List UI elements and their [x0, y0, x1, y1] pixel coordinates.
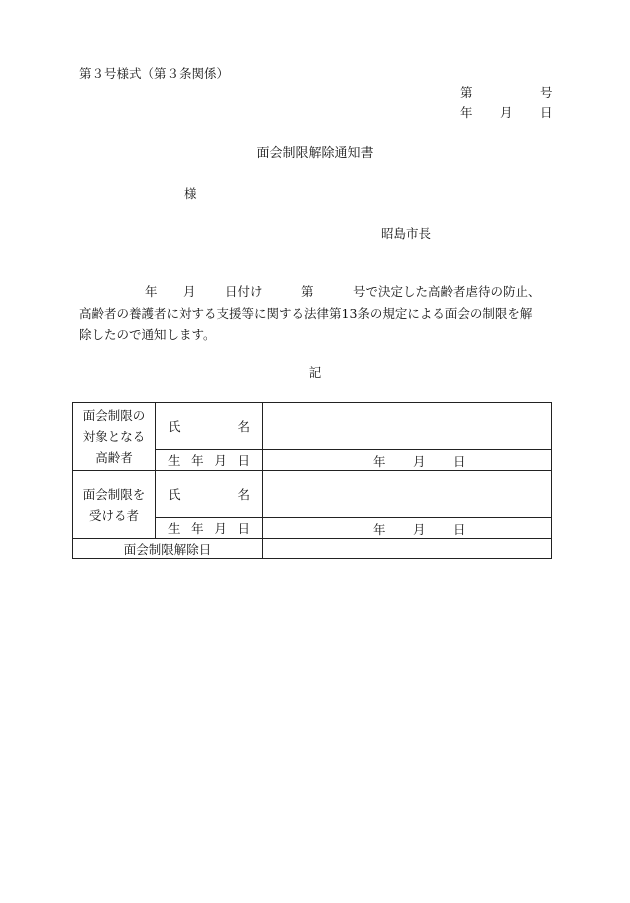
recipient-suffix: 様 — [184, 186, 197, 201]
restricted-person-dob-value[interactable] — [263, 518, 552, 539]
label-line: 高齢者 — [95, 450, 133, 465]
dob-label-cell — [156, 450, 263, 471]
name-label-cell — [156, 403, 263, 450]
elderly-name-value[interactable] — [263, 403, 552, 450]
body-year: 年 — [145, 284, 158, 299]
body-month: 月 — [183, 284, 196, 299]
name-label-b: 名 — [237, 487, 250, 502]
details-table — [72, 402, 552, 559]
ki-heading: 記 — [308, 365, 322, 380]
table-row — [73, 471, 552, 518]
dob-char: 生 — [168, 453, 181, 468]
date-year: 年 — [460, 105, 473, 120]
dob-char: 年 — [191, 453, 204, 468]
body-dai: 第 — [301, 284, 314, 299]
label-line: 面会制限を — [82, 486, 146, 502]
label-line: 面会制限の — [82, 408, 146, 423]
dob-day: 日 — [453, 454, 466, 469]
dob-char: 日 — [237, 521, 250, 536]
date-month: 月 — [500, 105, 513, 120]
name-label-a: 氏 — [168, 487, 181, 502]
form-number-label: 第３号様式（第３条関係） — [79, 66, 230, 81]
document-title: 面会制限解除通知書 — [256, 146, 374, 161]
dob-char: 生 — [168, 521, 181, 536]
elderly-group-label — [73, 403, 156, 471]
dob-char: 年 — [191, 521, 204, 536]
name-label-a: 氏 — [168, 419, 181, 434]
number-go: 号 — [540, 85, 553, 100]
name-label-b: 名 — [237, 419, 250, 434]
label-line: 受ける者 — [88, 507, 139, 523]
restricted-person-name-value[interactable] — [263, 471, 552, 518]
dob-year: 年 — [373, 454, 386, 469]
body-day-tsuke: 日付け — [225, 284, 263, 299]
table-row — [73, 403, 552, 450]
table-row — [73, 539, 552, 559]
body-line-3: 除したので通知します。 — [79, 327, 216, 342]
dob-month: 月 — [413, 522, 426, 537]
elderly-dob-value[interactable] — [263, 450, 552, 471]
number-dai: 第 — [460, 85, 473, 100]
issuer-name: 昭島市長 — [381, 226, 432, 241]
release-date-label: 面会制限解除日 — [73, 539, 263, 559]
dob-day: 日 — [453, 522, 466, 537]
name-label-cell — [156, 471, 263, 518]
dob-char: 日 — [237, 453, 250, 468]
body-line-2: 高齢者の養護者に対する支援等に関する法律第13条の規定による面会の制限を解 — [79, 306, 533, 321]
dob-label-cell — [156, 518, 263, 539]
date-day: 日 — [540, 105, 553, 120]
dob-char: 月 — [214, 521, 227, 536]
label-line: 対象となる — [82, 429, 146, 444]
dob-year: 年 — [373, 522, 386, 537]
release-date-value[interactable] — [263, 539, 552, 559]
dob-month: 月 — [413, 454, 426, 469]
body-line1-rest: 号で決定した高齢者虐待の防止、 — [353, 284, 541, 299]
dob-char: 月 — [214, 453, 227, 468]
restricted-person-group-label — [73, 471, 156, 539]
